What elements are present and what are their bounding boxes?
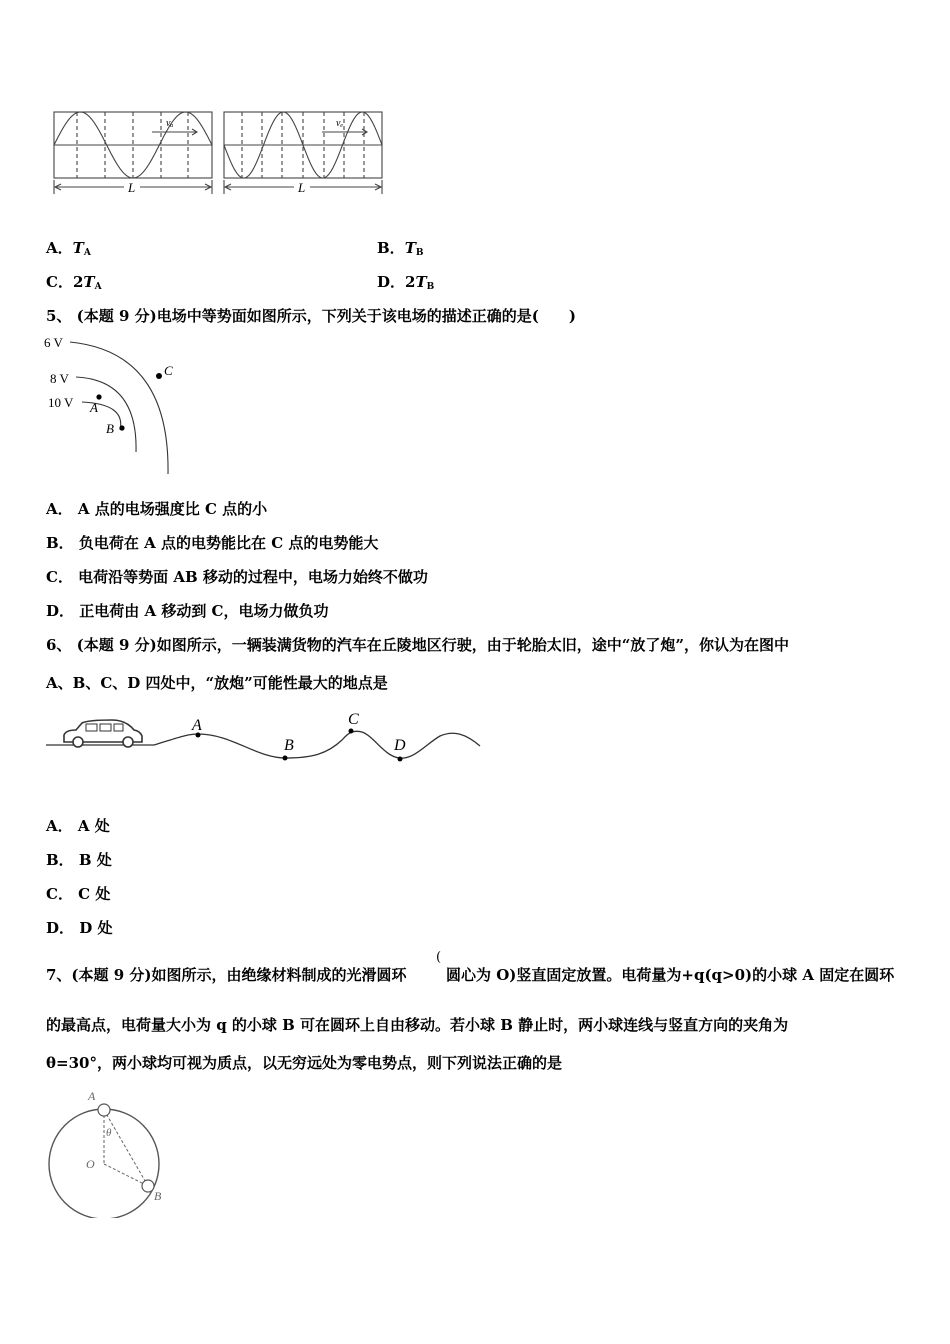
wave-a-length-label: L bbox=[128, 180, 136, 195]
q5-option-b[interactable]: B． 负电荷在 A 点的电势能比在 C 点的电势能大 bbox=[46, 534, 379, 552]
q7-paren: ( bbox=[436, 950, 442, 965]
q5-option-d[interactable]: D． 正电荷由 A 移动到 C，电场力做负功 bbox=[46, 602, 329, 620]
point-c-label: C bbox=[348, 711, 359, 728]
q4-option-a[interactable]: A．$T_A$ bbox=[46, 239, 91, 258]
q7-stem-line1a: 7、(本题 9 分)如图所示，由绝缘材料制成的光滑圆环 bbox=[46, 966, 407, 984]
point-b-label: B bbox=[106, 421, 114, 436]
ball-b-label: B bbox=[154, 1189, 162, 1203]
point-a-label: A bbox=[192, 717, 202, 734]
q6-stem-line2: A、B、C、D 四处中，“放炮”可能性最大的地点是 bbox=[46, 674, 388, 692]
point-a-label: A bbox=[90, 400, 98, 415]
wave-b-velocity-label: vₑ bbox=[336, 118, 344, 129]
point-d-label: D bbox=[394, 737, 406, 754]
q6-stem-line1: 6、 (本题 9 分)如图所示，一辆装满货物的汽车在丘陵地区行驶，由于轮胎太旧，途中“放了炮”，你认为在图中 bbox=[46, 636, 789, 654]
angle-theta-label: θ bbox=[106, 1127, 112, 1139]
q4-option-d[interactable]: D．$2T_B$ bbox=[377, 273, 435, 292]
hill-road-figure bbox=[42, 708, 488, 778]
point-b-label: B bbox=[284, 737, 294, 754]
q5-option-c[interactable]: C． 电荷沿等势面 AB 移动的过程中，电场力始终不做功 bbox=[46, 568, 428, 586]
q7-stem-line2: 的最高点，电荷量大小为 q 的小球 B 可在圆环上自由移动。若小球 B 静止时，两小球连线与竖直方向的夹角为 bbox=[46, 1016, 789, 1034]
label-8v: 8 V bbox=[50, 371, 69, 386]
q6-option-d[interactable]: D． D 处 bbox=[46, 919, 113, 937]
wave-figures bbox=[48, 104, 388, 200]
label-6v: 6 V bbox=[44, 335, 63, 350]
point-c-label: C bbox=[164, 363, 173, 378]
wave-a-velocity-label: vₐ bbox=[166, 118, 174, 129]
q6-option-b[interactable]: B． B 处 bbox=[46, 851, 112, 869]
q4-option-c[interactable]: C．$2T_A$ bbox=[46, 273, 102, 292]
q7-stem-line3: θ=30°，两小球均可视为质点，以无穷远处为零电势点，则下列说法正确的是 bbox=[46, 1054, 562, 1072]
label-10v: 10 V bbox=[48, 395, 74, 410]
ring-figure bbox=[44, 1086, 174, 1218]
q4-option-b[interactable]: B．$T_B$ bbox=[377, 239, 424, 258]
q5-option-a[interactable]: A． A 点的电场强度比 C 点的小 bbox=[46, 500, 268, 518]
equipotential-figure bbox=[42, 332, 192, 478]
q5-stem: 5、 (本题 9 分)电场中等势面如图所示，下列关于该电场的描述正确的是( ) bbox=[46, 307, 576, 325]
q6-option-c[interactable]: C． C 处 bbox=[46, 885, 111, 903]
center-o-label: O bbox=[86, 1157, 95, 1171]
q7-stem-line1b: 圆心为 O)竖直固定放置。电荷量为+q(q>0)的小球 A 固定在圆环 bbox=[446, 966, 895, 984]
q6-option-a[interactable]: A． A 处 bbox=[46, 817, 110, 835]
wave-b-length-label: L bbox=[298, 180, 306, 195]
ball-a-label: A bbox=[88, 1089, 96, 1103]
